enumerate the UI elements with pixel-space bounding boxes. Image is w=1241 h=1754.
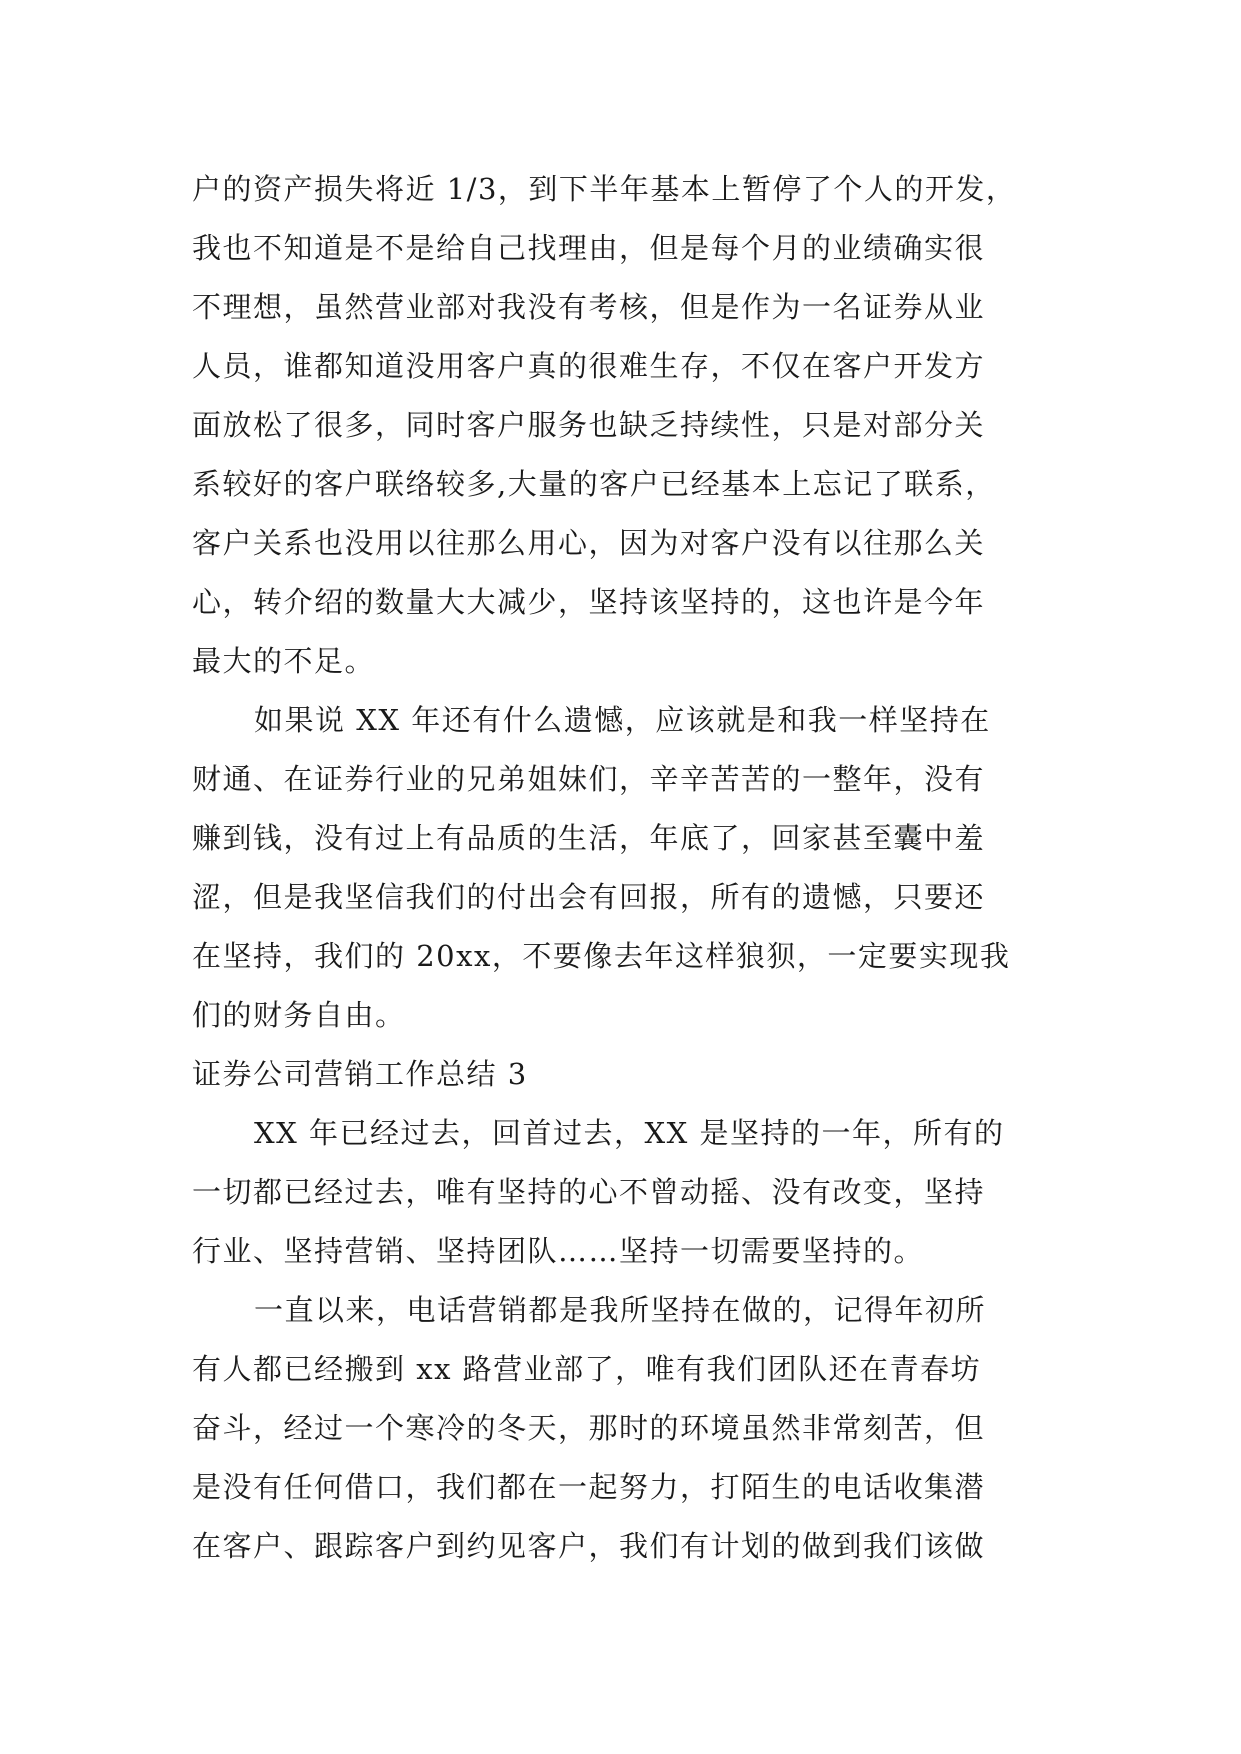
document-page [192,160,1052,1576]
text-line: 行业、坚持营销、坚持团队……坚持一切需要坚持的。 [192,1234,925,1268]
text-line: 户的资产损失将近 1/3，到下半年基本上暂停了个人的开发， [192,172,1017,206]
paragraph-4 [192,1281,1052,1576]
paragraph-1 [192,160,1052,691]
text-line: 一切都已经过去，唯有坚持的心不曾动摇、没有改变，坚持 [192,1175,986,1209]
text-line: 奋斗，经过一个寒冷的冬天，那时的环境虽然非常刻苦，但 [192,1411,986,1445]
text-line: 最大的不足。 [192,644,376,678]
paragraph-2 [192,691,1052,1045]
text-line: 涩，但是我坚信我们的付出会有回报，所有的遗憾，只要还 [192,880,986,914]
text-line: XX 年已经过去，回首过去，XX 是坚持的一年，所有的 [254,1116,1005,1150]
text-line: 们的财务自由。 [192,998,406,1032]
text-line: 有人都已经搬到 xx 路营业部了，唯有我们团队还在青春坊 [192,1352,982,1386]
text-line: 客户关系也没用以往那么用心，因为对客户没有以往那么关 [192,526,986,560]
text-line: 我也不知道是不是给自己找理由，但是每个月的业绩确实很 [192,231,986,265]
text-line: 是没有任何借口，我们都在一起努力，打陌生的电话收集潜 [192,1470,986,1504]
text-line: 如果说 XX 年还有什么遗憾，应该就是和我一样坚持在 [254,703,991,737]
text-line: 一直以来，电话营销都是我所坚持在做的，记得年初所 [254,1293,987,1327]
text-line: 系较好的客户联络较多,大量的客户已经基本上忘记了联系， [192,467,996,501]
text-line: 在客户、跟踪客户到约见客户，我们有计划的做到我们该做 [192,1529,986,1563]
text-line: 面放松了很多，同时客户服务也缺乏持续性，只是对部分关 [192,408,986,442]
paragraph-3 [192,1104,1052,1281]
text-line: 不理想，虽然营业部对我没有考核，但是作为一名证券从业 [192,290,986,324]
text-line: 心，转介绍的数量大大减少，坚持该坚持的，这也许是今年 [192,585,986,619]
text-line: 在坚持，我们的 20xx，不要像去年这样狼狈，一定要实现我 [192,939,1011,973]
text-line: 人员，谁都知道没用客户真的很难生存，不仅在客户开发方 [192,349,986,383]
text-line: 赚到钱，没有过上有品质的生活，年底了，回家甚至囊中羞 [192,821,986,855]
section-heading: 证券公司营销工作总结 3 [192,1057,528,1091]
text-line: 财通、在证券行业的兄弟姐妹们，辛辛苦苦的一整年，没有 [192,762,986,796]
